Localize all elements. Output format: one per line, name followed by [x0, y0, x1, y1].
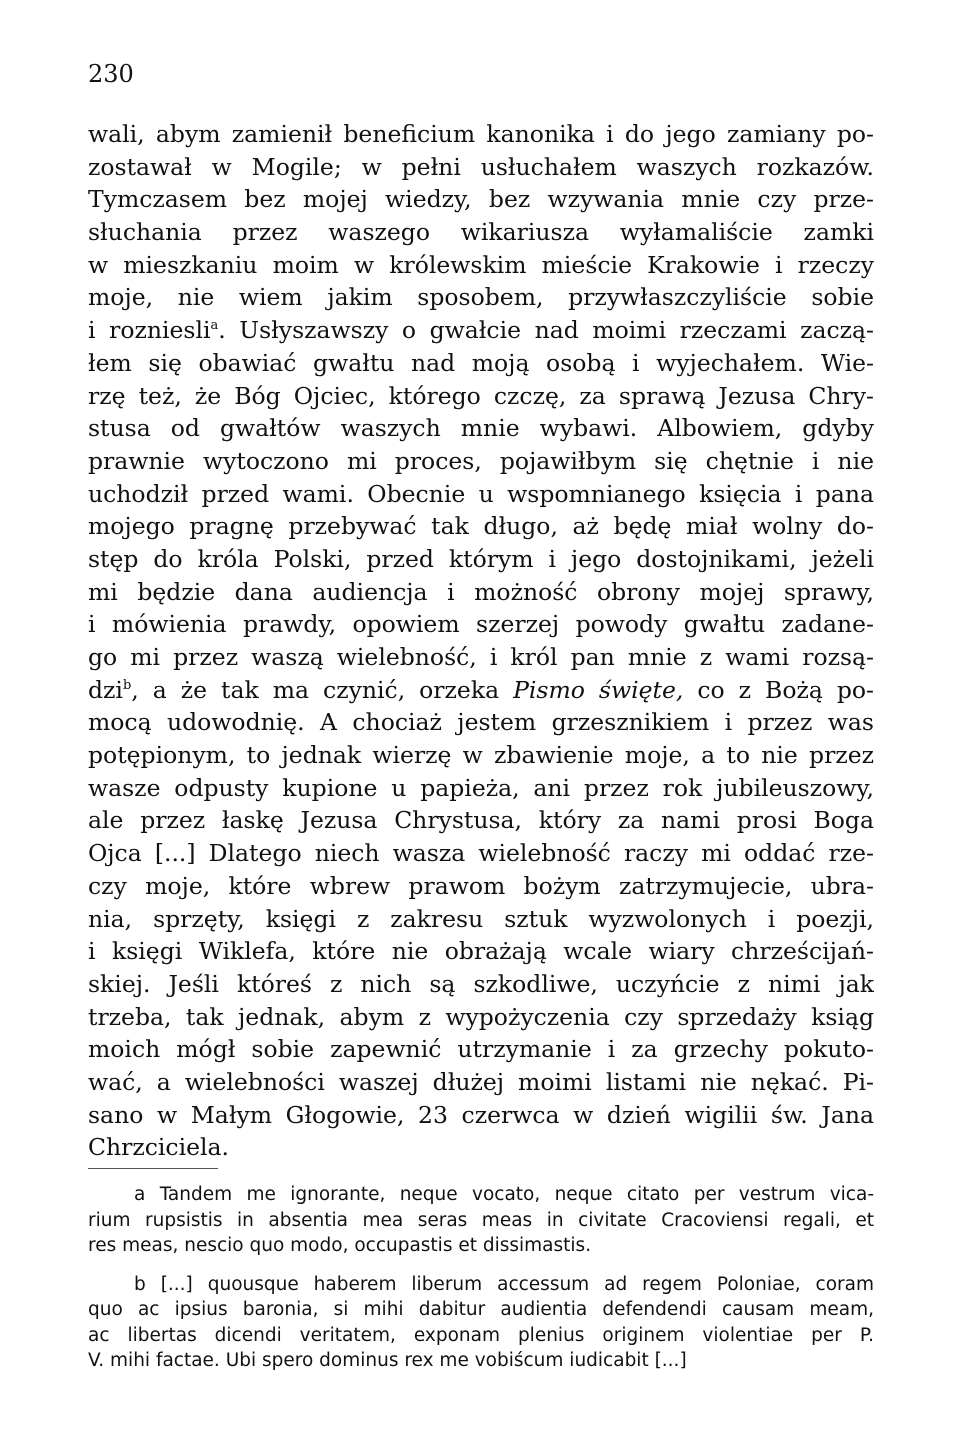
footnote-line [88, 1182, 874, 1208]
text-line: potępionym, to jednak wierzę w zbawienie moje, a to nie przez [88, 741, 874, 770]
text-line: Ojca [...] Dlatego niech wasza wielebność raczy mi oddać rze- [88, 839, 874, 868]
text-line: zostawał w Mogile; w pełni usłuchałem waszych rozkazów. [88, 152, 874, 181]
text-line: mocą udowodnię. A chociaż jestem grzesznikiem i przez was [88, 708, 874, 737]
footnote-marker: a [134, 1184, 146, 1205]
text-line: stusa od gwałtów waszych mnie wybawi. Albowiem, gdyby [88, 414, 874, 443]
text-line: w mieszkaniu moim w królewskim mieście Krakowie i rzeczy [88, 250, 874, 279]
main-text [88, 118, 874, 1164]
page-number: 230 [88, 60, 134, 88]
footnote-line [88, 1272, 874, 1298]
footnote-divider [88, 1168, 218, 1169]
text-fragment: i rozniesli [88, 316, 211, 345]
text-line: skiej. Jeśli któreś z nich są szkodliwe, uczyńcie z nimi jak [88, 969, 874, 998]
footnote-text: Tandem me ignorante, neque vocato, neque citato per vestrum vica- [145, 1184, 874, 1205]
footnote-line: quo ac ipsius baronia, si mihi dabitur audientia defendendi causam meam, [88, 1299, 874, 1320]
text-line: Tymczasem bez mojej wiedzy, bez wzywania mnie czy prze- [88, 185, 874, 214]
text-line: słuchania przez waszego wikariusza wyłamaliście zamki [88, 218, 874, 247]
footnote-ref-a: a [210, 318, 219, 334]
text-fragment: , a że tak ma czynić, orzeka [131, 675, 514, 704]
footnote-text: [...] quousque haberem liberum accessum ad regem Poloniae, coram [145, 1273, 874, 1295]
footnote-line: ac libertas dicendi veritatem, exponam plenius originem violentiae per P. [88, 1324, 874, 1346]
footnote-line: rium rupsistis in absentia mea seras meas in civitate Cracoviensi regali, et [88, 1209, 874, 1231]
text-fragment: . Usłyszawszy o gwałcie nad moimi rzeczami zaczą- [218, 316, 874, 345]
book-title: Pismo święte, [513, 675, 684, 704]
text-line: wali, abym zamienił beneficium kanonika i do jego zamiany po- [88, 120, 874, 148]
text-line [88, 314, 874, 347]
text-fragment: co z Bożą po- [683, 675, 874, 704]
text-line: go mi przez waszą wielebność, i król pan mnie z wami rozsą- [88, 643, 874, 671]
text-line: moich mógł sobie zapewnić utrzymanie i za grzechy pokuto- [88, 1035, 874, 1064]
footnote-a [88, 1182, 874, 1259]
text-line: trzeba, tak jednak, abym z wypożyczenia czy sprzedaży ksiąg [88, 1002, 874, 1031]
text-line: sano w Małym Głogowie, 23 czerwca w dzień wigilii św. Jana [88, 1100, 874, 1129]
text-line: łem się obawiać gwałtu nad moją osobą i wyjechałem. Wie- [88, 348, 874, 377]
text-fragment: dzi [88, 675, 123, 704]
text-line: wasze odpusty kupione u papieża, ani przez rok jubileuszowy, [88, 773, 874, 802]
text-line: mojego pragnę przebywać tak długo, aż będę miał wolny do- [88, 512, 874, 541]
text-line: rzę też, że Bóg Ojciec, którego czczę, za sprawą Jezusa Chry- [88, 381, 874, 410]
footnote-marker: b [134, 1273, 146, 1295]
text-line: nia, sprzęty, księgi z zakresu sztuk wyzwolonych i poezji, [88, 904, 874, 933]
text-line [88, 674, 874, 707]
text-line: uchodził przed wami. Obecnie u wspomnianego księcia i pana [88, 479, 874, 508]
footnotes [88, 1182, 874, 1374]
footnote-b [88, 1272, 874, 1374]
text-line: Chrzciciela. [88, 1133, 229, 1162]
text-line: stęp do króla Polski, przed którym i jego dostojnikami, jeżeli [88, 544, 874, 573]
text-line: prawnie wytoczono mi proces, pojawiłbym się chętnie i nie [88, 446, 874, 475]
text-line: ale przez łaskę Jezusa Chrystusa, który za nami prosi Boga [88, 806, 874, 835]
text-line: wać, a wielebności waszej dłużej moimi listami nie nękać. Pi- [88, 1067, 874, 1096]
text-line: mi będzie dana audiencja i możność obrony mojej sprawy, [88, 577, 874, 606]
footnote-line: res meas, nescio quo modo, occupastis et dissimastis. [88, 1235, 592, 1256]
text-line: i mówienia prawdy, opowiem szerzej powody gwałtu zadane- [88, 610, 874, 639]
footnote-line: V. mihi factae. Ubi spero dominus rex me vobiścum iudicabit [...] [88, 1350, 687, 1371]
text-line: czy moje, które wbrew prawom bożym zatrzymujecie, ubra- [88, 871, 874, 900]
text-line: i księgi Wiklefa, które nie obrażają wcale wiary chrześcijań- [88, 937, 874, 966]
footnote-ref-b: b [122, 677, 132, 693]
text-line: moje, nie wiem jakim sposobem, przywłaszczyliście sobie [88, 283, 874, 312]
